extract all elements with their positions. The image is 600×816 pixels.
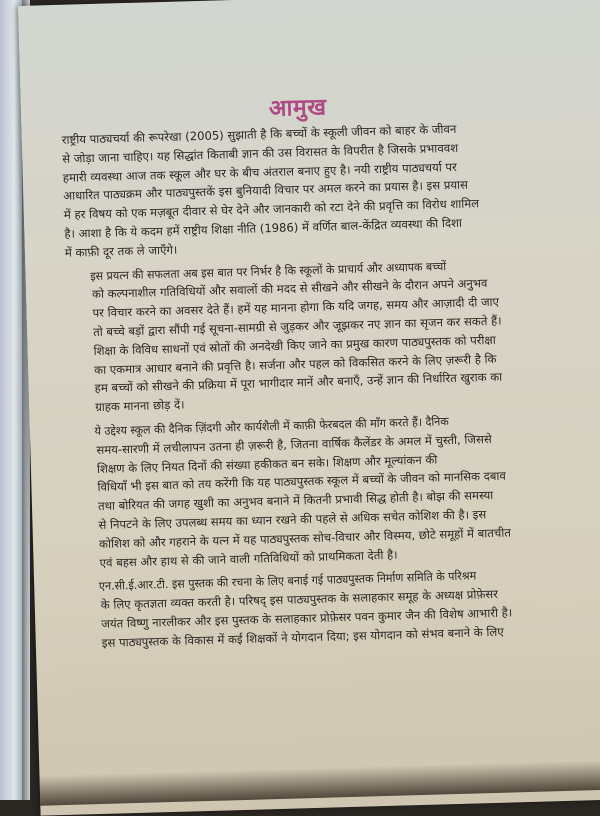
text-line: जयंत विष्णु नारलीकर और इस पुस्तक के सलाहकार प्रोफ़ेसर पवन कुमार जैन की विशेष आभारी है। [101,605,513,631]
text-line: एन.सी.ई.आर.टी. इस पुस्तक की रचना के लिए बनाई गई पाठ्यपुस्तक निर्माण समिति के परिश्रम [98,568,477,594]
text-line: एवं बहस और हाथ से की जाने वाली गतिविधियों को प्राथमिकता देती है। [99,547,398,570]
paragraph-3 [70,408,584,573]
text-line: का एकमात्र आधार बनाने की प्रवृत्ति है। सर्जना और पहल को विकसित करने के लिए ज़रूरी है कि [93,351,497,377]
paragraph-2 [65,253,579,418]
text-line: ये उद्देश्य स्कूल की दैनिक ज़िंदगी और कार्यशैली में काफ़ी फेरबदल की माँग करते हैं। दैनिक [94,414,449,438]
text-line: को कल्पनाशील गतिविधियों और सवालों की मदद से सीखने और सीखने के दौरान अपने अनुभव [91,276,488,302]
text-line: से जोड़ा जाना चाहिए। यह सिद्धांत किताबी ज्ञान की उस विरासत के विपरीत है जिसके प्रभाववश [62,140,459,166]
page-bottom-shadow [39,759,600,806]
text-line: में काफ़ी दूर तक ले जाएँगे। [64,242,178,260]
page-title: आमुख [268,94,327,123]
text-line: इस पाठ्यपुस्तक के विकास में कई शिक्षकों ने योगदान दिया; इस योगदान को संभव बनाने के लिए [101,624,504,650]
book-page [18,0,600,816]
text-line: विधियाँ भी इस बात को तय करेंगी कि यह पाठ्यपुस्तक स्कूल में बच्चों के जीवन को मानसिक दबाव [97,468,507,495]
text-line: राष्ट्रीय पाठ्यचर्या की रूपरेखा (2005) सुझाती है कि बच्चों के स्कूली जीवन को बाहर के जीवन [61,121,457,147]
text-line: पर विचार करने का अवसर देते हैं। हमें यह मानना होगा कि यदि जगह, समय और आज़ादी दी जाए [92,294,500,321]
text-line: ग्राहक मानना छोड़ दें। [95,397,185,415]
text-line: शिक्षा के विविध साधनों एवं स्रोतों की अनदेखी किए जाने का प्रमुख कारण पाठ्यपुस्तक को परीक्षा [93,332,496,358]
text-line: के लिए कृतज्ञता व्यक्त करती है। परिषद् इस पाठ्यपुस्तक के सलाहकार समूह के अध्यक्ष प्रोफ़ेसर [100,586,499,613]
text-line: तथा बोरियत की जगह खुशी का अनुभव बनाने में कितनी प्रभावी सिद्ध होती है। बोझ की समस्या [97,488,494,514]
text-line: हमारी व्यवस्था आज तक स्कूल और घर के बीच अंतराल बनाए हुए है। नयी राष्ट्रीय पाठ्यचर्या पर [62,159,457,185]
text-line: से निपटने के लिए उपलब्ध समय का ध्यान रखने की पहले से अधिक सचेत कोशिश की है। इस [98,507,487,532]
body-text [62,117,587,659]
paragraph-1 [62,117,575,263]
text-line: आधारित पाठ्यक्रम और पाठ्यपुस्तकें इस बुनियादी विचार पर अमल करने का प्रयास है। इस प्रयास [63,177,469,204]
text-line: में हर विषय को एक मज़बूत दीवार से घेर देने और जानकारी को रटा देने की प्रवृत्ति का विरोध शामिल [63,196,480,222]
text-line: शिक्षण के लिए नियत दिनों की संख्या हकीकत बन सके। शिक्षण और मूल्यांकन की [96,452,438,476]
paragraph-4 [74,564,586,653]
text-line: है। आशा है कि ये कदम हमें राष्ट्रीय शिक्षा नीति (1986) में वर्णित बाल-केंद्रित व्यवस्था की दिशा [64,215,463,241]
text-line: हम बच्चों को सीखने की प्रक्रिया में पूरा भागीदार मानें और बनाएँ, उन्हें ज्ञान की निर्धारित खुराक का [94,369,503,396]
text-line: तो बच्चे बड़ों द्वारा सौंपी गई सूचना-सामग्री से जुड़कर और जूझकर नए ज्ञान का सृजन कर सकते हैं। [92,313,502,339]
text-line: समय-सारणी में लचीलापन उतना ही ज़रूरी है, जितना वार्षिक कैलेंडर के अमल में चुस्ती, जिससे [96,431,492,457]
text-line: इस प्रयत्न की सफलता अब इस बात पर निर्भर है कि स्कूलों के प्राचार्य और अध्यापक बच्चों [90,258,447,283]
text-line: कोशिश को और गहराने के यत्न में यह पाठ्यपुस्तक सोच-विचार और विस्मय, छोटे समूहों में बातचीत [98,525,512,551]
